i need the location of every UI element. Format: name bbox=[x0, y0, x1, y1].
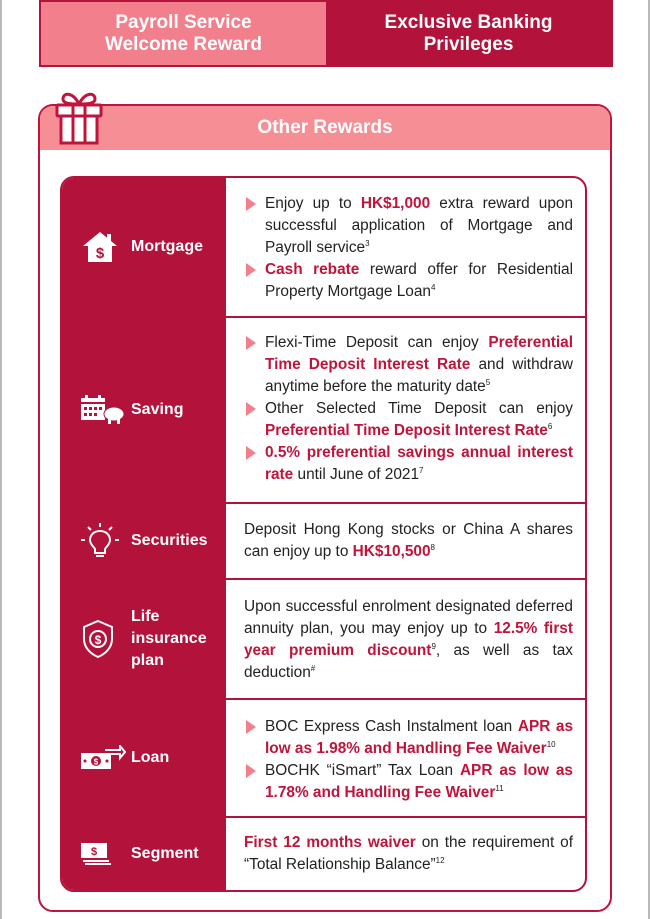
text: Upon successful enrolment designated deferred annuity plan, you may enjoy up to bbox=[244, 598, 573, 637]
row-securities bbox=[62, 504, 585, 580]
detail-text bbox=[244, 832, 573, 876]
text: extra reward upon successful application of Mortgage and Payroll service bbox=[265, 195, 573, 256]
text: BOCHK “iSmart” Tax Loan bbox=[265, 762, 460, 779]
list-item bbox=[244, 193, 573, 259]
detail-text bbox=[244, 519, 573, 563]
highlight-text: 0.5% preferential savings annual interest rate bbox=[265, 444, 573, 483]
category-life-insurance bbox=[62, 580, 226, 698]
footnote-ref: 9 bbox=[431, 642, 436, 651]
footnote-ref: 4 bbox=[430, 283, 436, 292]
life-insurance-details bbox=[226, 580, 585, 698]
securities-details bbox=[226, 504, 585, 578]
category-label: Saving bbox=[131, 401, 184, 418]
footnote-ref: 7 bbox=[419, 466, 424, 475]
list-item bbox=[244, 332, 573, 398]
text: and withdraw anytime before the maturity date bbox=[265, 356, 573, 395]
category-label: Securities bbox=[131, 532, 208, 549]
row-mortgage bbox=[62, 178, 585, 318]
lightbulb-icon bbox=[80, 522, 120, 560]
detail-text bbox=[244, 596, 573, 684]
text: reward offer for Residential Property Mortgage Loan bbox=[265, 261, 573, 300]
list-item bbox=[244, 398, 573, 442]
calendar-piggy-bank-icon bbox=[80, 394, 126, 426]
highlight-text: Preferential Time Deposit Interest Rate bbox=[265, 334, 573, 373]
svg-text:$: $ bbox=[95, 245, 105, 262]
category-securities bbox=[62, 504, 226, 578]
text: Flexi-Time Deposit can enjoy bbox=[265, 334, 489, 351]
reward-tabs bbox=[39, 0, 613, 67]
text: on the requirement of “Total Relationship Balance” bbox=[244, 834, 574, 873]
footnote-ref: # bbox=[310, 664, 316, 673]
list-item bbox=[244, 442, 573, 486]
category-label: Mortgage bbox=[131, 238, 203, 255]
page-frame-left bbox=[0, 0, 2, 919]
svg-text:$: $ bbox=[94, 633, 102, 647]
footnote-ref: 8 bbox=[430, 543, 435, 552]
mortgage-details bbox=[226, 178, 585, 316]
row-saving bbox=[62, 318, 585, 504]
category-mortgage bbox=[62, 178, 226, 316]
footnote-ref: 6 bbox=[547, 422, 553, 431]
category-loan bbox=[62, 700, 226, 816]
text: BOC Express Cash Instalment loan bbox=[265, 718, 518, 735]
gift-icon bbox=[55, 90, 103, 146]
footnote-ref: 5 bbox=[485, 378, 491, 387]
text: , as well as tax deduction bbox=[244, 642, 574, 681]
banknote-arrow-icon bbox=[80, 745, 126, 771]
category-saving bbox=[62, 318, 226, 502]
rewards-table bbox=[60, 176, 587, 892]
saving-details bbox=[226, 318, 585, 502]
text: Enjoy up to bbox=[265, 195, 361, 212]
highlight-text: 12.5% first year premium discount bbox=[244, 620, 573, 659]
svg-text:$: $ bbox=[90, 846, 98, 858]
row-life-insurance bbox=[62, 580, 585, 700]
segment-details bbox=[226, 818, 585, 890]
highlight-text: APR as low as 1.98% and Handling Fee Waiver bbox=[265, 718, 574, 757]
text: until June of 2021 bbox=[293, 466, 420, 483]
category-label: Segment bbox=[131, 845, 199, 862]
footnote-ref: 3 bbox=[365, 239, 370, 248]
highlight-text: HK$1,000 bbox=[360, 195, 431, 212]
list-item bbox=[244, 259, 573, 303]
stacked-cash-icon bbox=[80, 842, 112, 866]
shield-dollar-icon bbox=[80, 619, 116, 659]
svg-text:$: $ bbox=[93, 757, 99, 767]
footnote-ref: 11 bbox=[495, 784, 504, 793]
list-item bbox=[244, 760, 573, 804]
list-item bbox=[244, 716, 573, 760]
panel-title: Other Rewards bbox=[40, 106, 610, 150]
row-loan bbox=[62, 700, 585, 818]
house-dollar-icon bbox=[80, 229, 120, 265]
footnote-ref: 12 bbox=[435, 856, 445, 865]
highlight-text: First 12 months waiver bbox=[244, 834, 416, 851]
text: Other Selected Time Deposit can enjoy bbox=[265, 400, 573, 417]
row-segment bbox=[62, 818, 585, 890]
text: Deposit Hong Kong stocks or China A shares can enjoy up to bbox=[244, 521, 573, 560]
tab-payroll-welcome-reward[interactable]: Payroll Service Welcome Reward bbox=[41, 2, 326, 65]
loan-details bbox=[226, 700, 585, 816]
highlight-text: APR as low as 1.78% and Handling Fee Waiver bbox=[265, 762, 573, 801]
highlight-text: HK$10,500 bbox=[352, 543, 431, 560]
highlight-text: Preferential Time Deposit Interest Rate bbox=[265, 422, 548, 439]
category-label: Loan bbox=[131, 749, 170, 766]
category-label: Life insurance plan bbox=[131, 608, 207, 669]
category-segment bbox=[62, 818, 226, 890]
highlight-text: Cash rebate bbox=[265, 261, 360, 278]
tab-exclusive-banking-privileges[interactable]: Exclusive Banking Privileges bbox=[326, 2, 611, 65]
footnote-ref: 10 bbox=[546, 740, 556, 749]
